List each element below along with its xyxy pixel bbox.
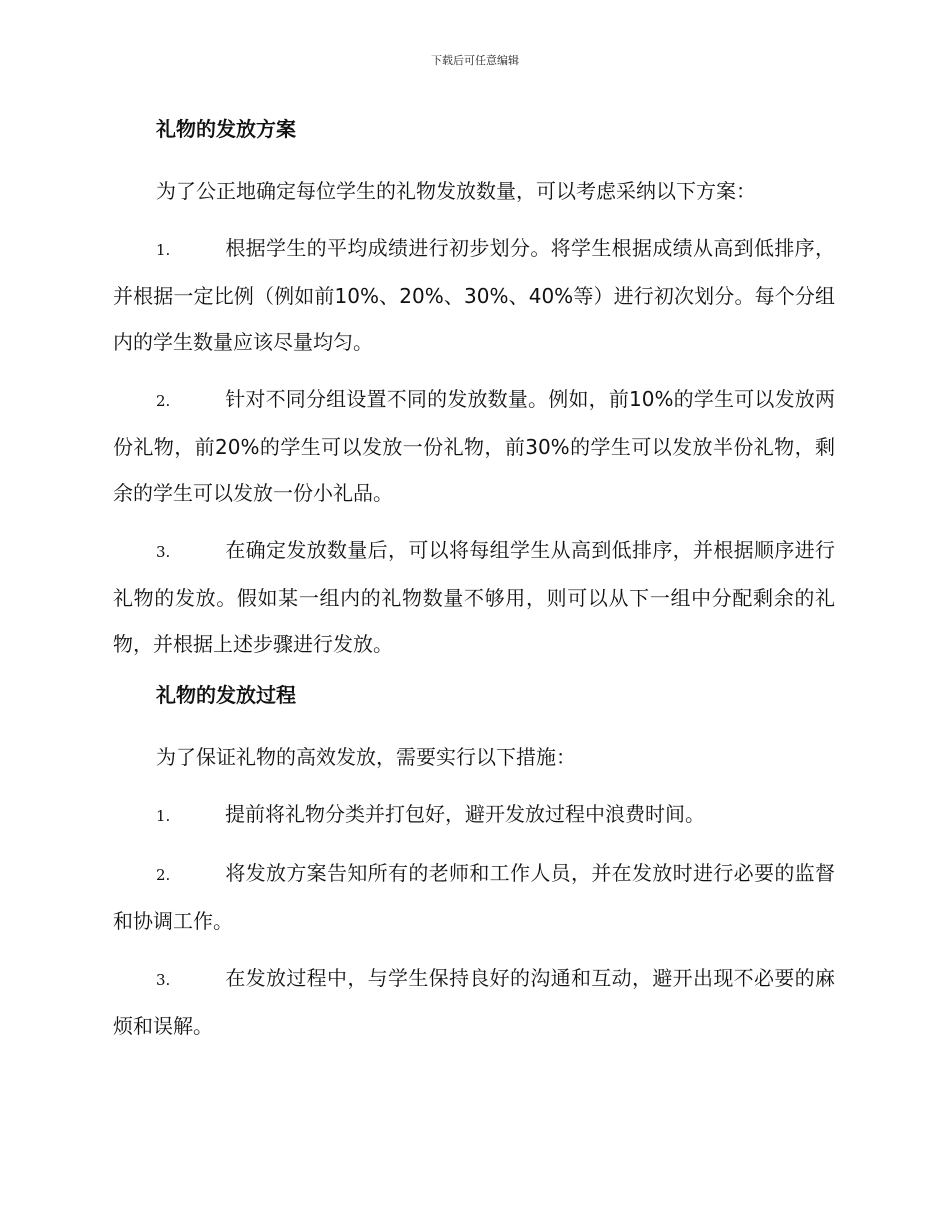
list-item-number: 1.	[156, 241, 171, 259]
list-item-text: 将发放方案告知所有的老师和工作人员，并在发放时进行必要的监督和协调工作。	[113, 861, 835, 933]
list-item	[113, 376, 835, 516]
page-header: 下载后可任意编辑	[431, 54, 519, 67]
list-item	[113, 527, 835, 667]
list-item-number: 3.	[156, 971, 171, 989]
list-item-number: 2.	[156, 392, 171, 410]
document-body	[113, 112, 835, 1060]
section-intro-distribution-plan: 为了公正地确定每位学生的礼物发放数量，可以考虑采纳以下方案：	[156, 179, 756, 203]
list-item-text: 在确定发放数量后，可以将每组学生从高到低排序，并根据顺序进行礼物的发放。假如某一组内的礼物数量不够用，则可以从下一组中分配剩余的礼物，并根据上述步骤进行发放。	[113, 538, 835, 656]
section-heading-distribution-plan: 礼物的发放方案	[156, 117, 296, 141]
list-item-number: 1.	[156, 807, 171, 825]
list-item-text: 根据学生的平均成绩进行初步划分。将学生根据成绩从高到低排序，并根据一定比例（例如前10%、20%、30%、40%等）进行初次划分。每个分组内的学生数量应该尽量均匀。	[113, 236, 835, 354]
section-intro-distribution-process: 为了保证礼物的高效发放，需要实行以下措施：	[156, 745, 576, 769]
list-item-number: 2.	[156, 866, 171, 884]
list-item	[113, 955, 835, 1049]
list-item-text: 提前将礼物分类并打包好，避开发放过程中浪费时间。	[225, 802, 705, 826]
list-item-number: 3.	[156, 543, 171, 561]
list-item	[113, 850, 835, 944]
list-item-text: 针对不同分组设置不同的发放数量。例如，前10%的学生可以发放两份礼物，前20%的学生可以发放一份礼物，前30%的学生可以发放半份礼物，剩余的学生可以发放一份小礼品。	[113, 387, 835, 505]
list-item	[113, 791, 835, 839]
section-heading-distribution-process: 礼物的发放过程	[156, 683, 296, 707]
list-item-text: 在发放过程中，与学生保持良好的沟通和互动，避开出现不必要的麻烦和误解。	[113, 966, 835, 1038]
list-item	[113, 225, 835, 365]
